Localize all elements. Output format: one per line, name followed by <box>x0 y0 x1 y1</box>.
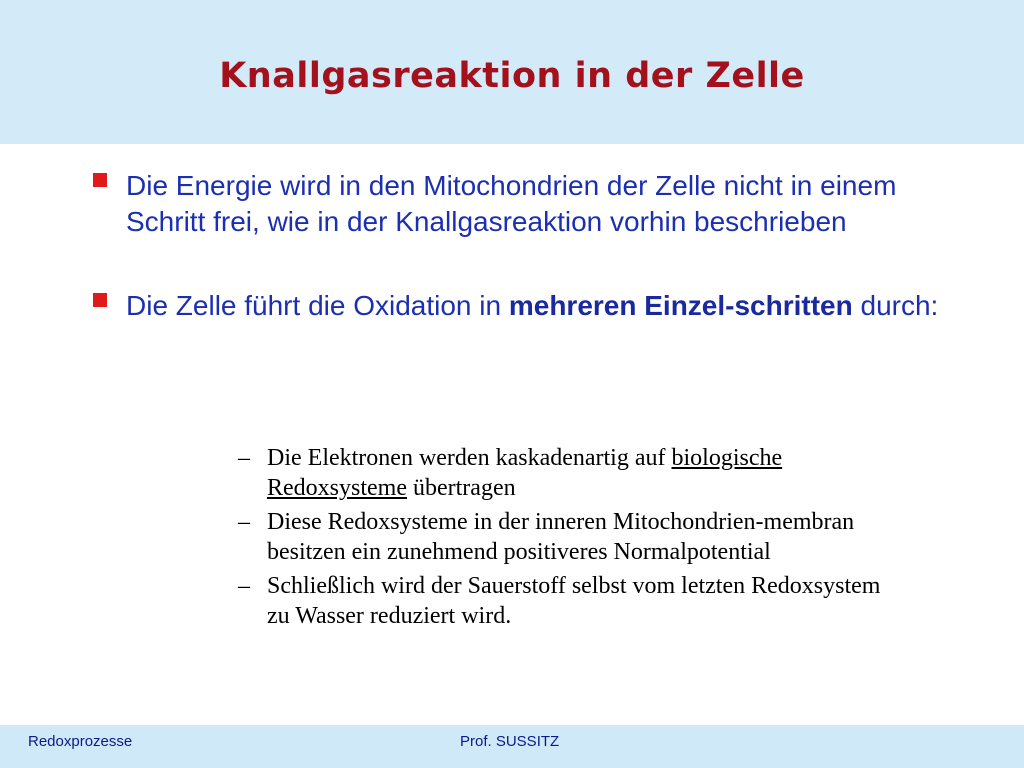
sub-bullet-item <box>238 507 898 567</box>
bullet-text-bold: mehreren Einzel-schritten <box>508 290 853 321</box>
dash-bullet-icon: – <box>238 573 250 599</box>
sub-bullet-text-prefix: Die Elektronen werden kaskadenartig auf <box>267 445 672 471</box>
sub-bullet-underlined-text: biologische Redoxsysteme <box>267 445 783 501</box>
bullet-item <box>90 168 950 240</box>
bullet-text: Die Energie wird in den Mitochondrien der Zelle nicht in einem Schritt frei, wie in der Knallgasreaktion vorhin beschrieben <box>126 170 897 237</box>
sub-bullet-item <box>238 571 898 631</box>
sub-bullet-text: Schließlich wird der Sauerstoff selbst vom letzten Redoxsystem zu Wasser reduziert wird. <box>267 573 881 629</box>
dash-bullet-icon: – <box>238 509 250 535</box>
bullet-list <box>90 168 950 324</box>
footer-author: Prof. SUSSITZ <box>460 733 560 750</box>
footer-topic: Redoxprozesse <box>28 733 133 750</box>
dash-bullet-icon: – <box>238 445 250 471</box>
bullet-text-prefix: Die Zelle führt die Oxidation in <box>126 290 509 321</box>
sub-bullet-list <box>238 443 898 631</box>
square-bullet-icon <box>93 173 107 187</box>
slide-title: Knallgasreaktion in der Zelle <box>219 56 805 96</box>
bullet-text-suffix: durch: <box>852 290 939 321</box>
sub-bullet-item <box>238 443 898 503</box>
square-bullet-icon <box>93 293 107 307</box>
sub-bullet-text-suffix: übertragen <box>406 475 516 501</box>
sub-bullet-text: Diese Redoxsysteme in der inneren Mitochondrien-membran besitzen ein zunehmend positiveres Normalpotential <box>267 509 855 565</box>
bullet-item <box>90 288 950 324</box>
